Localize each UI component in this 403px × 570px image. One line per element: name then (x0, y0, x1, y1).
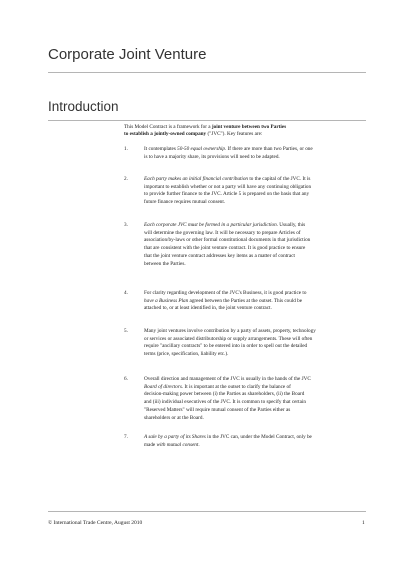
body-text: that are consistent with the joint venture contract. It is good practice to ensure (144, 245, 306, 252)
body-text: to provide further finance to the JVC. Article 5 is prepared on the basis that any (144, 191, 310, 198)
section-divider (48, 120, 366, 121)
body-text: or services or associated distributorship or supply arrangements. These will often (144, 335, 313, 342)
body-text: It contemplates (144, 146, 178, 152)
body-text: that the joint venture contract addresses key items as a matter of contract (144, 252, 295, 259)
list-item-line (144, 146, 368, 154)
list-item-text (144, 328, 368, 359)
list-item-line (144, 154, 368, 162)
emphasis-text: Each corporate JVC must be formed in a particular jurisdiction (144, 222, 277, 228)
intro-bold-2: to establish a jointly-owned company (124, 131, 207, 138)
list-item-line (144, 336, 368, 344)
list-item-line (144, 442, 368, 450)
list-item-line (144, 222, 368, 230)
body-text: decision-making power between (i) the Parties as shareholders, (ii) the Board (144, 391, 305, 398)
body-text: in the JVC can, under the Model Contract, only be (205, 434, 312, 440)
emphasis-text: Board of directors (144, 383, 182, 390)
list-item-line (144, 376, 368, 384)
body-text: made (144, 441, 157, 448)
footer-copyright: © International Trade Centre, August 2010 (48, 520, 143, 526)
body-text: important to establish whether or not a party will have any continuing obligation (144, 183, 312, 190)
body-text: shareholders or at the Board. (144, 414, 204, 421)
list-item-text (144, 434, 368, 449)
body-text: Many joint ventures involve contribution by a party of assets, property, technology (144, 328, 316, 334)
body-text: between the Parties. (144, 260, 186, 267)
body-text: terms (price, specification, liability etc.). (144, 351, 229, 358)
list-item-number: 6. (124, 376, 128, 382)
list-item-line (144, 328, 368, 336)
emphasis-text: A sale by a party of its Shares (144, 434, 206, 440)
list-item-text (144, 376, 368, 422)
list-item-number: 7. (124, 434, 128, 440)
list-item-line (144, 407, 368, 415)
list-item-line (144, 343, 368, 351)
body-text: For clarity regarding development of the JVC's Business, it is good practice to (144, 290, 307, 296)
list-item-text (144, 290, 368, 313)
list-item-line (144, 434, 368, 442)
document-title: Corporate Joint Venture (48, 46, 207, 63)
footer-divider (48, 511, 366, 512)
intro-tail: ("JVC"). Key features are: (206, 131, 263, 138)
section-heading: Introduction (48, 99, 119, 114)
body-text: agreed between the Parties at the outset. This could be (188, 297, 303, 304)
emphasis-text: with mutual consent (156, 441, 199, 448)
list-item-line (144, 191, 368, 199)
intro-bold-1: joint venture between two Parties (211, 124, 287, 130)
page-number: 1 (362, 520, 365, 526)
body-text: to the capital of the JVC. It is (248, 176, 311, 182)
list-item-number: 3. (124, 222, 128, 228)
list-item-line (144, 305, 368, 313)
body-text: is to have a majority share, its provisions will need to be adapted. (144, 153, 280, 160)
list-item-text (144, 222, 368, 268)
list-item-line (144, 176, 368, 184)
list-item-number: 5. (124, 328, 128, 334)
list-item-line (144, 351, 368, 359)
list-item-line (144, 290, 368, 298)
list-item-line (144, 261, 368, 269)
intro-paragraph (124, 124, 368, 139)
list-item-line (144, 399, 368, 407)
list-item-line (144, 415, 368, 423)
emphasis-text: Each party makes an initial financial contribution (144, 176, 249, 182)
body-text: attached to, or at least identified in, the joint venture contract. (144, 305, 272, 312)
emphasis-text: 50-50 equal ownership (177, 146, 225, 152)
body-text: Overall direction and management of the JVC is usually in the hands of the JVC (144, 376, 311, 382)
list-item-number: 2. (124, 176, 128, 182)
body-text: and (iii) individual executives of the JVC. It is common to specify that certain (144, 399, 306, 406)
title-divider (48, 72, 366, 73)
body-text: "Reserved Matters" will require mutual consent of the Parties either as (144, 406, 291, 413)
body-text: . It is important at the outset to clarify the balance of (181, 383, 291, 390)
list-item-line (144, 245, 368, 253)
intro-lead: This Model Contract is a framework for a (124, 124, 212, 130)
list-item-line (144, 253, 368, 261)
body-text: future finance requires mutual consent. (144, 199, 226, 206)
list-item-text (144, 176, 368, 207)
body-text: will determine the governing law. It will be necessary to prepare Articles of (144, 229, 301, 236)
body-text: . If there are more than two Parties, or one (224, 146, 313, 152)
body-text: require "ancillary contracts" to be entered into in order to spell out the detailed (144, 343, 308, 350)
list-item-number: 4. (124, 290, 128, 296)
list-item-line (144, 237, 368, 245)
body-text: association/by-laws or other formal constitutional documents in that jurisdiction (144, 237, 311, 244)
emphasis-text: have a Business Plan (144, 297, 189, 304)
list-item-number: 1. (124, 146, 128, 152)
list-item-text (144, 146, 368, 161)
list-item-line (144, 199, 368, 207)
body-text: . Usually, this (276, 222, 306, 228)
list-item-line (144, 391, 368, 399)
body-text: . (198, 441, 200, 448)
